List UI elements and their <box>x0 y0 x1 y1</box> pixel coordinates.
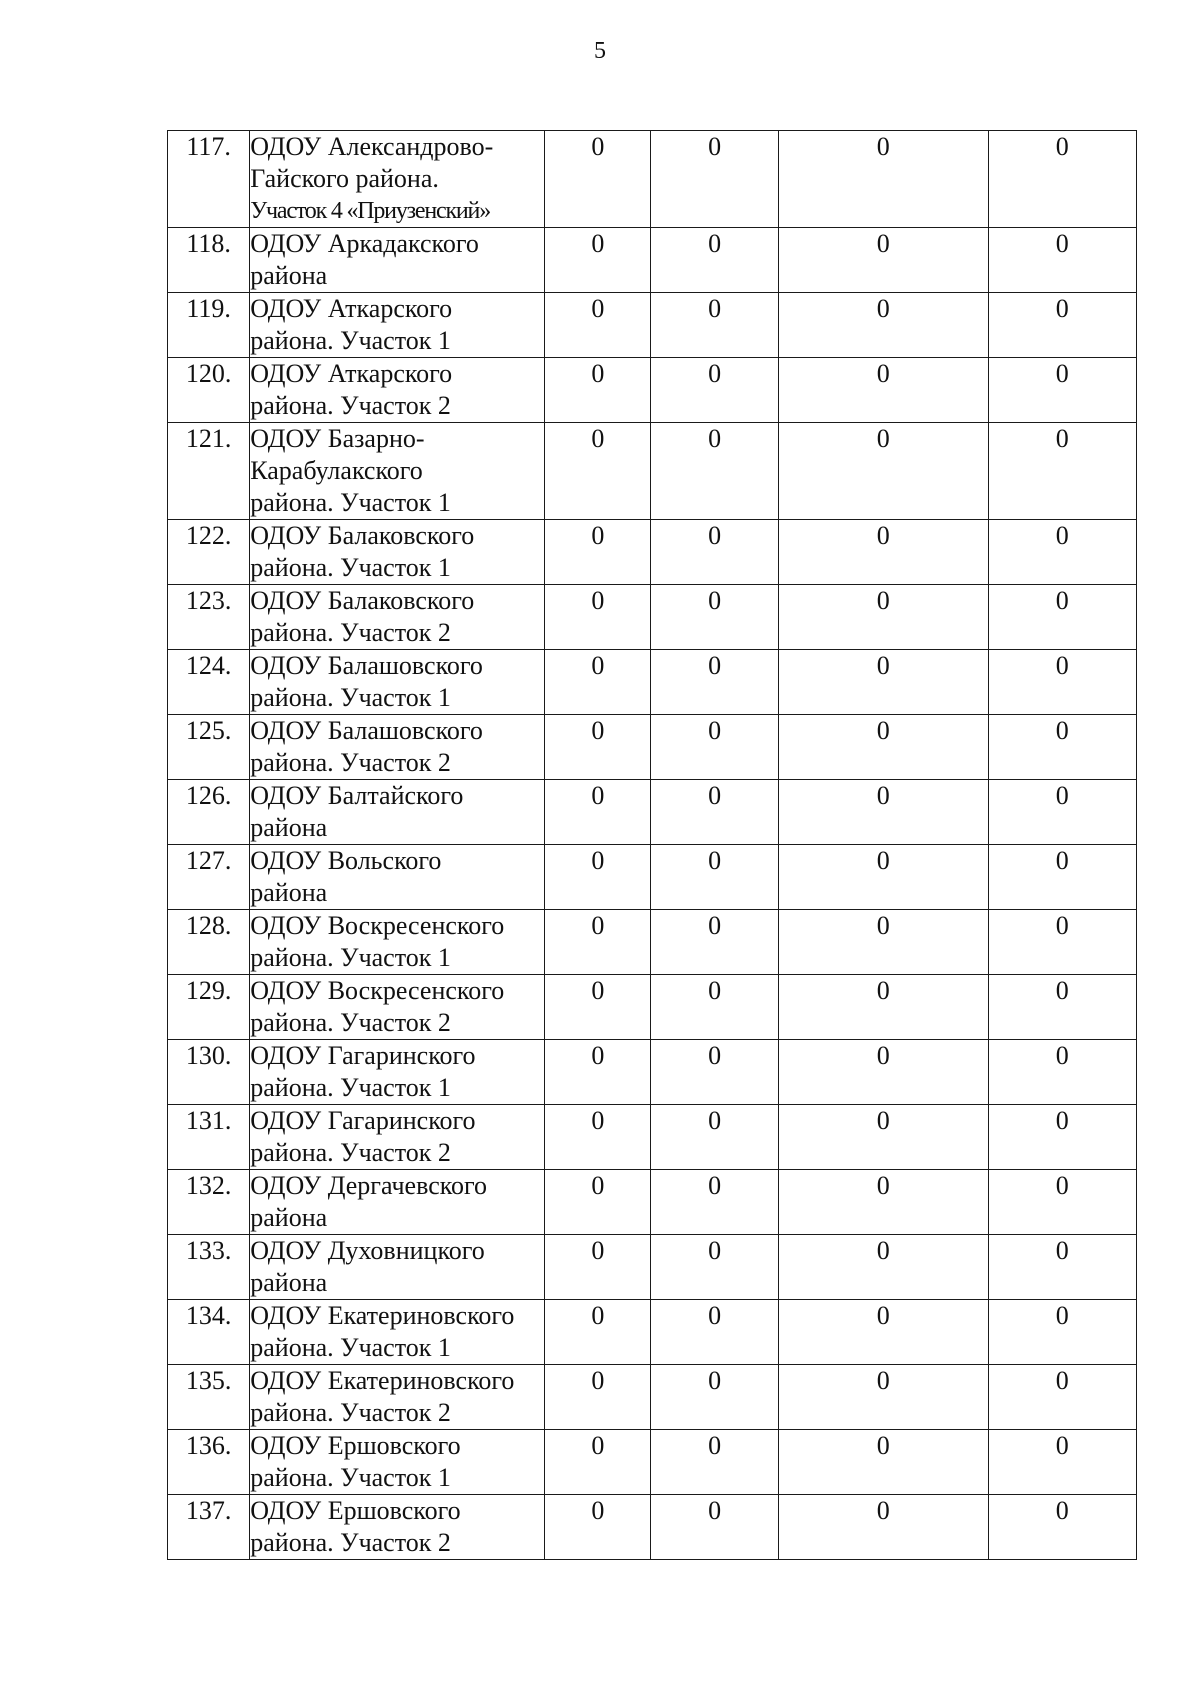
value-cell-v1 <box>545 358 651 423</box>
value-text: 0 <box>1055 359 1069 388</box>
value-text: 0 <box>876 846 890 875</box>
organization-name-line: района. Участок 1 <box>250 553 451 582</box>
value-cell-v2 <box>651 845 778 910</box>
value-cell-v2 <box>651 1365 778 1430</box>
value-cell-v3 <box>778 845 988 910</box>
value-text: 0 <box>1055 1301 1069 1330</box>
row-number: 125. <box>168 715 250 780</box>
value-text: 0 <box>708 586 722 615</box>
table-row <box>168 423 1137 520</box>
value-cell-v4 <box>988 1300 1136 1365</box>
value-text: 0 <box>1055 716 1069 745</box>
value-text: 0 <box>591 229 605 258</box>
value-cell-v4 <box>988 1105 1136 1170</box>
value-text: 0 <box>708 1106 722 1135</box>
value-text: 0 <box>708 976 722 1005</box>
value-text: 0 <box>876 229 890 258</box>
organization-name-line: района. Участок 1 <box>250 1463 451 1492</box>
table-row <box>168 975 1137 1040</box>
organization-name-line: ОДОУ Аркадакского <box>250 229 479 258</box>
organization-name-line: района. Участок 2 <box>250 618 451 647</box>
organization-name-line: ОДОУ Воскресенского <box>250 976 505 1005</box>
organization-name-line: района. Участок 1 <box>250 488 451 517</box>
organization-name-line: ОДОУ Ершовского <box>250 1496 461 1525</box>
value-cell-v3 <box>778 780 988 845</box>
table-row <box>168 1300 1137 1365</box>
value-cell-v3 <box>778 1105 988 1170</box>
organization-name-line: района. Участок 2 <box>250 1398 451 1427</box>
value-cell-v3 <box>778 423 988 520</box>
value-text: 0 <box>591 1366 605 1395</box>
value-cell-v3 <box>778 715 988 780</box>
value-text: 0 <box>591 1301 605 1330</box>
value-cell-v1 <box>545 293 651 358</box>
value-text: 0 <box>708 846 722 875</box>
row-number: 136. <box>168 1430 250 1495</box>
organization-name <box>250 1495 545 1560</box>
value-cell-v3 <box>778 1495 988 1560</box>
organization-name-line: ОДОУ Александрово- <box>250 132 494 161</box>
value-cell-v4 <box>988 975 1136 1040</box>
organization-name-line: ОДОУ Базарно- <box>250 424 425 453</box>
table-row <box>168 1235 1137 1300</box>
organization-name-line: района <box>250 878 328 907</box>
value-cell-v2 <box>651 358 778 423</box>
organization-name-line: ОДОУ Ершовского <box>250 1431 461 1460</box>
organization-name-line: ОДОУ Гагаринского <box>250 1041 476 1070</box>
table-row <box>168 650 1137 715</box>
organization-name <box>250 1300 545 1365</box>
organization-name <box>250 1105 545 1170</box>
value-text: 0 <box>708 651 722 680</box>
value-text: 0 <box>1055 1366 1069 1395</box>
value-text: 0 <box>1055 1496 1069 1525</box>
value-text: 0 <box>591 1236 605 1265</box>
value-text: 0 <box>876 911 890 940</box>
value-cell-v1 <box>545 780 651 845</box>
row-number: 134. <box>168 1300 250 1365</box>
organization-name <box>250 358 545 423</box>
page-number: 5 <box>594 38 606 64</box>
row-number: 131. <box>168 1105 250 1170</box>
value-cell-v1 <box>545 1105 651 1170</box>
organization-name-line: ОДОУ Аткарского <box>250 359 453 388</box>
value-text: 0 <box>876 1171 890 1200</box>
value-text: 0 <box>876 586 890 615</box>
organization-name <box>250 845 545 910</box>
value-cell-v2 <box>651 650 778 715</box>
value-cell-v3 <box>778 131 988 228</box>
value-text: 0 <box>708 1236 722 1265</box>
value-cell-v2 <box>651 1300 778 1365</box>
row-number: 130. <box>168 1040 250 1105</box>
value-text: 0 <box>1055 911 1069 940</box>
table-row <box>168 358 1137 423</box>
value-text: 0 <box>876 716 890 745</box>
value-text: 0 <box>708 1431 722 1460</box>
value-text: 0 <box>708 1171 722 1200</box>
organization-name-line: района. Участок 1 <box>250 1333 451 1362</box>
row-number: 137. <box>168 1495 250 1560</box>
table-row <box>168 1105 1137 1170</box>
row-number: 120. <box>168 358 250 423</box>
table-row <box>168 1365 1137 1430</box>
table-row <box>168 520 1137 585</box>
value-cell-v4 <box>988 228 1136 293</box>
organization-name-line: ОДОУ Балаковского <box>250 586 475 615</box>
value-text: 0 <box>876 132 890 161</box>
table-row <box>168 780 1137 845</box>
row-number: 126. <box>168 780 250 845</box>
value-cell-v4 <box>988 845 1136 910</box>
value-cell-v3 <box>778 228 988 293</box>
organization-name-line: ОДОУ Балаковского <box>250 521 475 550</box>
value-cell-v4 <box>988 780 1136 845</box>
row-number: 124. <box>168 650 250 715</box>
value-cell-v1 <box>545 845 651 910</box>
value-text: 0 <box>708 1496 722 1525</box>
value-cell-v4 <box>988 1235 1136 1300</box>
value-cell-v1 <box>545 1040 651 1105</box>
row-number: 133. <box>168 1235 250 1300</box>
organization-name-line: района. Участок 2 <box>250 1008 451 1037</box>
value-text: 0 <box>876 781 890 810</box>
value-text: 0 <box>876 359 890 388</box>
value-cell-v2 <box>651 228 778 293</box>
value-text: 0 <box>591 586 605 615</box>
value-text: 0 <box>876 1236 890 1265</box>
value-cell-v1 <box>545 910 651 975</box>
organization-name <box>250 1430 545 1495</box>
row-number: 128. <box>168 910 250 975</box>
value-text: 0 <box>1055 1236 1069 1265</box>
table-row <box>168 228 1137 293</box>
organization-name-line: района. Участок 1 <box>250 943 451 972</box>
value-cell-v3 <box>778 1365 988 1430</box>
value-text: 0 <box>591 976 605 1005</box>
table-row <box>168 1495 1137 1560</box>
value-cell-v2 <box>651 423 778 520</box>
table-row <box>168 1170 1137 1235</box>
value-text: 0 <box>876 651 890 680</box>
organization-name-line: ОДОУ Екатериновского <box>250 1301 515 1330</box>
value-text: 0 <box>591 781 605 810</box>
value-text: 0 <box>876 976 890 1005</box>
value-cell-v1 <box>545 1430 651 1495</box>
row-number: 122. <box>168 520 250 585</box>
value-text: 0 <box>708 1041 722 1070</box>
row-number: 118. <box>168 228 250 293</box>
organization-name-line: района. Участок 2 <box>250 1528 451 1557</box>
row-number: 117. <box>168 131 250 228</box>
table-row <box>168 910 1137 975</box>
value-text: 0 <box>1055 1041 1069 1070</box>
value-text: 0 <box>708 781 722 810</box>
value-cell-v1 <box>545 1300 651 1365</box>
value-text: 0 <box>876 294 890 323</box>
value-cell-v2 <box>651 520 778 585</box>
value-text: 0 <box>1055 229 1069 258</box>
value-cell-v4 <box>988 1170 1136 1235</box>
organization-name-line: ОДОУ Аткарского <box>250 294 453 323</box>
value-cell-v1 <box>545 975 651 1040</box>
value-cell-v4 <box>988 131 1136 228</box>
organization-name-line: района. Участок 2 <box>250 391 451 420</box>
value-cell-v1 <box>545 520 651 585</box>
row-number: 127. <box>168 845 250 910</box>
value-text: 0 <box>1055 1171 1069 1200</box>
organization-name-line: ОДОУ Балтайского <box>250 781 464 810</box>
value-text: 0 <box>591 651 605 680</box>
value-cell-v2 <box>651 975 778 1040</box>
row-number: 123. <box>168 585 250 650</box>
organization-name-line: ОДОУ Балашовского <box>250 651 483 680</box>
value-cell-v1 <box>545 1495 651 1560</box>
value-cell-v2 <box>651 293 778 358</box>
value-text: 0 <box>1055 521 1069 550</box>
organization-name-line: района <box>250 1268 328 1297</box>
value-cell-v2 <box>651 910 778 975</box>
table-row <box>168 715 1137 780</box>
value-cell-v4 <box>988 650 1136 715</box>
organization-name-line: района <box>250 1203 328 1232</box>
organization-name <box>250 423 545 520</box>
value-text: 0 <box>876 1041 890 1070</box>
value-cell-v4 <box>988 715 1136 780</box>
value-text: 0 <box>591 132 605 161</box>
value-text: 0 <box>591 1041 605 1070</box>
value-text: 0 <box>1055 1106 1069 1135</box>
organization-name <box>250 585 545 650</box>
table-row <box>168 1040 1137 1105</box>
value-text: 0 <box>591 1431 605 1460</box>
organization-name-line: района. Участок 2 <box>250 1138 451 1167</box>
organization-name-line: Участок 4 «Приузенский» <box>250 198 491 224</box>
organization-name <box>250 228 545 293</box>
value-text: 0 <box>876 1366 890 1395</box>
value-cell-v3 <box>778 520 988 585</box>
value-text: 0 <box>1055 586 1069 615</box>
value-text: 0 <box>591 716 605 745</box>
row-number: 135. <box>168 1365 250 1430</box>
organization-name-line: ОДОУ Воскресенского <box>250 911 505 940</box>
value-cell-v2 <box>651 1495 778 1560</box>
value-cell-v2 <box>651 715 778 780</box>
value-text: 0 <box>591 424 605 453</box>
value-text: 0 <box>876 424 890 453</box>
value-cell-v1 <box>545 228 651 293</box>
value-text: 0 <box>708 294 722 323</box>
organization-name-line: ОДОУ Вольского <box>250 846 442 875</box>
organization-name <box>250 975 545 1040</box>
value-cell-v3 <box>778 1170 988 1235</box>
value-cell-v1 <box>545 131 651 228</box>
organization-name-line: района <box>250 261 328 290</box>
value-cell-v1 <box>545 423 651 520</box>
value-text: 0 <box>708 132 722 161</box>
value-text: 0 <box>876 1301 890 1330</box>
organization-name <box>250 131 545 228</box>
row-number: 121. <box>168 423 250 520</box>
value-cell-v2 <box>651 1170 778 1235</box>
organization-name-line: района. Участок 2 <box>250 748 451 777</box>
value-cell-v4 <box>988 358 1136 423</box>
value-text: 0 <box>708 359 722 388</box>
value-text: 0 <box>1055 294 1069 323</box>
value-cell-v4 <box>988 1365 1136 1430</box>
row-number: 129. <box>168 975 250 1040</box>
value-cell-v4 <box>988 1040 1136 1105</box>
organization-name-line: Карабулакского <box>250 456 423 485</box>
value-cell-v4 <box>988 585 1136 650</box>
organization-name <box>250 1040 545 1105</box>
value-cell-v2 <box>651 585 778 650</box>
value-text: 0 <box>708 716 722 745</box>
value-text: 0 <box>708 521 722 550</box>
row-number: 132. <box>168 1170 250 1235</box>
organization-name <box>250 1170 545 1235</box>
value-cell-v3 <box>778 910 988 975</box>
value-text: 0 <box>591 521 605 550</box>
value-text: 0 <box>591 359 605 388</box>
value-text: 0 <box>708 229 722 258</box>
organization-name <box>250 650 545 715</box>
value-cell-v3 <box>778 1300 988 1365</box>
value-cell-v1 <box>545 650 651 715</box>
value-text: 0 <box>1055 132 1069 161</box>
row-number: 119. <box>168 293 250 358</box>
value-cell-v2 <box>651 1235 778 1300</box>
value-cell-v4 <box>988 423 1136 520</box>
value-text: 0 <box>876 1431 890 1460</box>
value-text: 0 <box>876 521 890 550</box>
value-cell-v4 <box>988 1495 1136 1560</box>
organization-name-line: ОДОУ Екатериновского <box>250 1366 515 1395</box>
value-text: 0 <box>591 1171 605 1200</box>
organization-name <box>250 1235 545 1300</box>
table-row <box>168 845 1137 910</box>
value-cell-v3 <box>778 585 988 650</box>
value-cell-v3 <box>778 358 988 423</box>
value-cell-v4 <box>988 293 1136 358</box>
organization-name-line: Гайского района. <box>250 164 439 193</box>
value-cell-v3 <box>778 293 988 358</box>
value-cell-v4 <box>988 910 1136 975</box>
table-row <box>168 131 1137 228</box>
value-cell-v3 <box>778 975 988 1040</box>
organization-name-line: ОДОУ Балашовского <box>250 716 483 745</box>
value-text: 0 <box>1055 651 1069 680</box>
value-text: 0 <box>591 846 605 875</box>
organization-name <box>250 715 545 780</box>
organization-name-line: района. Участок 1 <box>250 1073 451 1102</box>
organization-name <box>250 520 545 585</box>
value-text: 0 <box>591 1496 605 1525</box>
value-text: 0 <box>1055 846 1069 875</box>
organization-name-line: района <box>250 813 328 842</box>
table-row <box>168 293 1137 358</box>
value-text: 0 <box>591 294 605 323</box>
value-cell-v1 <box>545 715 651 780</box>
value-text: 0 <box>1055 976 1069 1005</box>
organization-name <box>250 910 545 975</box>
value-cell-v2 <box>651 1040 778 1105</box>
value-text: 0 <box>876 1106 890 1135</box>
value-cell-v2 <box>651 131 778 228</box>
value-cell-v4 <box>988 1430 1136 1495</box>
table-row <box>168 585 1137 650</box>
value-text: 0 <box>591 1106 605 1135</box>
value-cell-v2 <box>651 1430 778 1495</box>
organization-name <box>250 780 545 845</box>
value-text: 0 <box>1055 1431 1069 1460</box>
organization-name-line: ОДОУ Дергачевского <box>250 1171 488 1200</box>
value-text: 0 <box>708 424 722 453</box>
organization-name-line: ОДОУ Гагаринского <box>250 1106 476 1135</box>
value-cell-v3 <box>778 650 988 715</box>
value-text: 0 <box>708 911 722 940</box>
value-text: 0 <box>876 1496 890 1525</box>
value-cell-v3 <box>778 1430 988 1495</box>
value-cell-v3 <box>778 1235 988 1300</box>
organization-name-line: района. Участок 1 <box>250 326 451 355</box>
value-text: 0 <box>708 1301 722 1330</box>
table-body <box>168 131 1137 1560</box>
value-cell-v1 <box>545 1365 651 1430</box>
value-cell-v1 <box>545 585 651 650</box>
value-cell-v3 <box>778 1040 988 1105</box>
table-row <box>168 1430 1137 1495</box>
organization-name <box>250 1365 545 1430</box>
data-table <box>167 130 1137 1560</box>
value-cell-v2 <box>651 1105 778 1170</box>
value-text: 0 <box>591 911 605 940</box>
value-text: 0 <box>1055 781 1069 810</box>
organization-name-line: ОДОУ Духовницкого <box>250 1236 485 1265</box>
value-cell-v2 <box>651 780 778 845</box>
organization-name-line: района. Участок 1 <box>250 683 451 712</box>
value-cell-v1 <box>545 1170 651 1235</box>
organization-name <box>250 293 545 358</box>
value-text: 0 <box>1055 424 1069 453</box>
value-cell-v1 <box>545 1235 651 1300</box>
value-cell-v4 <box>988 520 1136 585</box>
value-text: 0 <box>708 1366 722 1395</box>
